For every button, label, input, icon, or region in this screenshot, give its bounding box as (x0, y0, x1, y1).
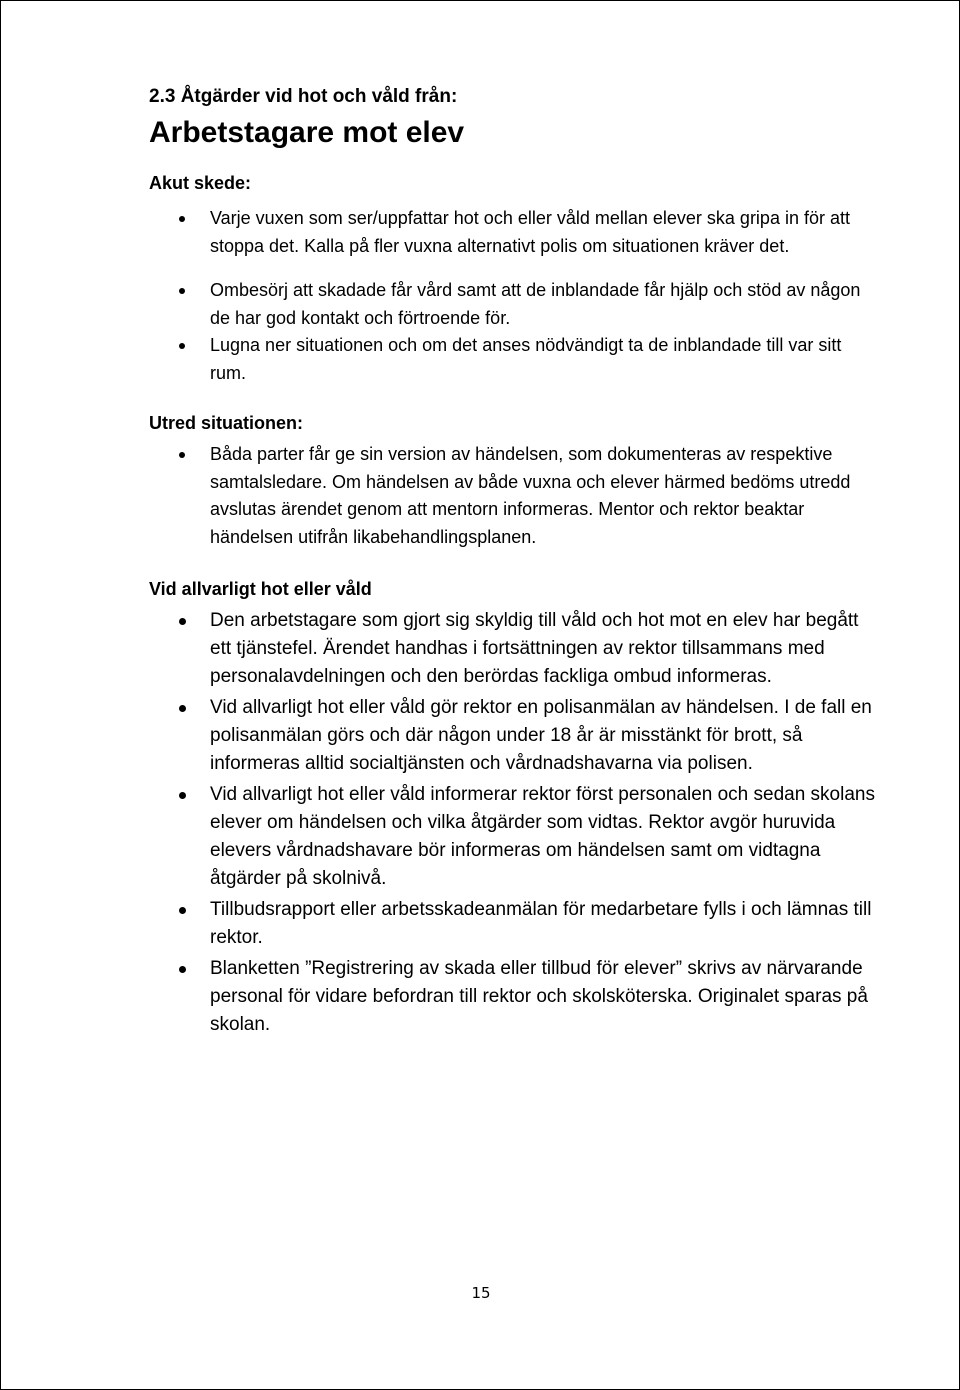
page-title: Arbetstagare mot elev (149, 116, 465, 149)
bullet-icon (179, 618, 186, 625)
bullet-icon (179, 452, 185, 458)
list-item-text: Ombesörj att skadade får vård samt att de inblandade får hjälp och stöd av någon de har god kontakt och förtroende för. (210, 280, 861, 328)
list-item (149, 607, 879, 691)
list-item-text: Vid allvarligt hot eller våld informerar rektor först personalen och sedan skolans elever om händelsen och vilka åtgärder som vidtas. Rektor avgör huruvida elevers vårdnadshavare bör informeras om händelsen samt om vidtagna åtgärder på skolnivå. (210, 784, 875, 889)
list-item-text: Båda parter får ge sin version av händelsen, som dokumenteras av respektive samtalsledare. Om händelsen av både vuxna och elever härmed bedöms utredd avslutas ärendet genom att mentorn informeras. Mentor och rektor beaktar händelsen utifrån likabehandlingsplanen. (210, 444, 851, 547)
page-content (149, 85, 879, 1039)
bullet-icon (179, 288, 185, 294)
utred-situationen-list (149, 441, 879, 551)
akut-skede-heading: Akut skede: (149, 173, 252, 193)
list-item-text: Varje vuxen som ser/uppfattar hot och eller våld mellan elever ska gripa in för att stoppa det. Kalla på fler vuxna alternativt polis om situationen kräver det. (210, 208, 850, 256)
allvarligt-hot-list (149, 607, 879, 1039)
list-item-text: Vid allvarligt hot eller våld gör rektor en polisanmälan av händelsen. I de fall en polisanmälan görs och där någon under 18 år är misstänkt för brott, så informeras alltid socialtjänsten och vårdnadshavarna via polisen. (210, 697, 872, 774)
bullet-icon (179, 216, 185, 222)
list-item-text: Tillbudsrapport eller arbetsskadeanmälan för medarbetare fylls i och lämnas till rektor. (210, 899, 872, 948)
list-item-text: Lugna ner situationen och om det anses nödvändigt ta de inblandade till var sitt rum. (210, 335, 842, 383)
list-item (149, 277, 879, 332)
list-item (149, 955, 879, 1039)
list-item (149, 781, 879, 893)
list-item (149, 441, 879, 551)
bullet-icon (179, 343, 185, 349)
bullet-icon (179, 907, 186, 914)
bullet-icon (179, 792, 186, 799)
allvarligt-hot-heading: Vid allvarligt hot eller våld (149, 579, 372, 599)
page-number: 15 (471, 1284, 491, 1302)
section-heading: 2.3 Åtgärder vid hot och våld från: (149, 86, 458, 107)
list-item (149, 332, 879, 387)
bullet-icon (179, 966, 186, 973)
utred-situationen-heading: Utred situationen: (149, 413, 304, 433)
list-item-text: Den arbetstagare som gjort sig skyldig till våld och hot mot en elev har begått ett tjänstefel. Ärendet handhas i fortsättningen av rektor tillsammans med personalavdelningen och den berördas fackliga ombud informeras. (210, 610, 859, 687)
list-item (149, 694, 879, 778)
list-item (149, 205, 879, 260)
list-item (149, 896, 879, 952)
list-item-text: Blanketten ”Registrering av skada eller tillbud för elever” skrivs av närvarande personal för vidare befordran till rektor och skolsköterska. Originalet sparas på skolan. (210, 958, 868, 1035)
bullet-icon (179, 705, 186, 712)
akut-skede-list (149, 205, 879, 387)
